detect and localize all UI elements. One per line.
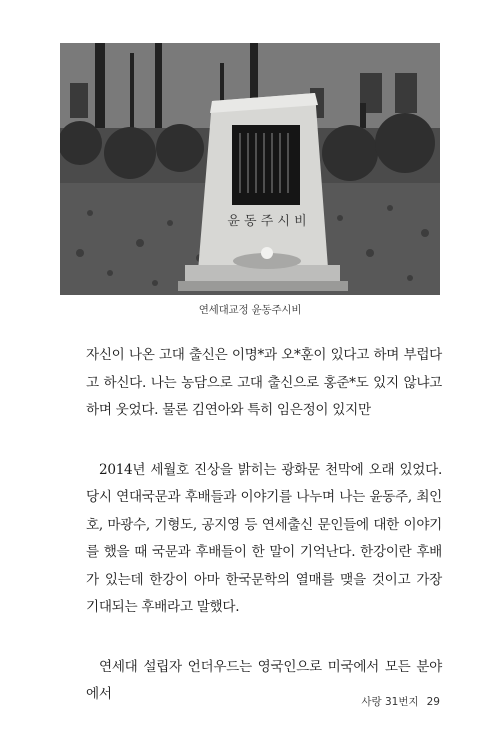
page-footer [361,694,440,709]
photo-caption: 연세대교정 윤동주시비 [198,304,302,316]
monument-photo [60,43,440,295]
paragraph-1: 자신이 나온 고대 출신은 이명*과 오*훈이 있다고 하며 부럽다고 하신다. 나는 농담으로 고대 출신으로 홍준*도 있지 않냐고 하며 웃었다. 물론 김연아와 특히 임은정이 있지만 [86,347,442,418]
page-number: 29 [426,696,440,708]
paragraph-2: 2014년 세월호 진상을 밝히는 광화문 천막에 오래 있었다. 당시 연대국문과 후배들과 이야기를 나누며 나는 윤동주, 최인호, 마광수, 기형도, 공지영 등 연세출신 문인들에 대한 이야기를 했을 때 국문과 후배들이 한 말이 기억난다. 한강이란 후배가 있는데 한강이 아마 한국문학의 열매를 맺을 것이고 가장 기대되는 후배라고 말했다. [86,461,442,615]
paragraph-3: 연세대 설립자 언더우드는 영국인으로 미국에서 모든 분야에서 [86,658,442,702]
running-title: 사랑 31번지 [361,696,419,708]
monument-title: 윤 동 주 시 비 [227,214,307,229]
body-text [86,342,442,709]
